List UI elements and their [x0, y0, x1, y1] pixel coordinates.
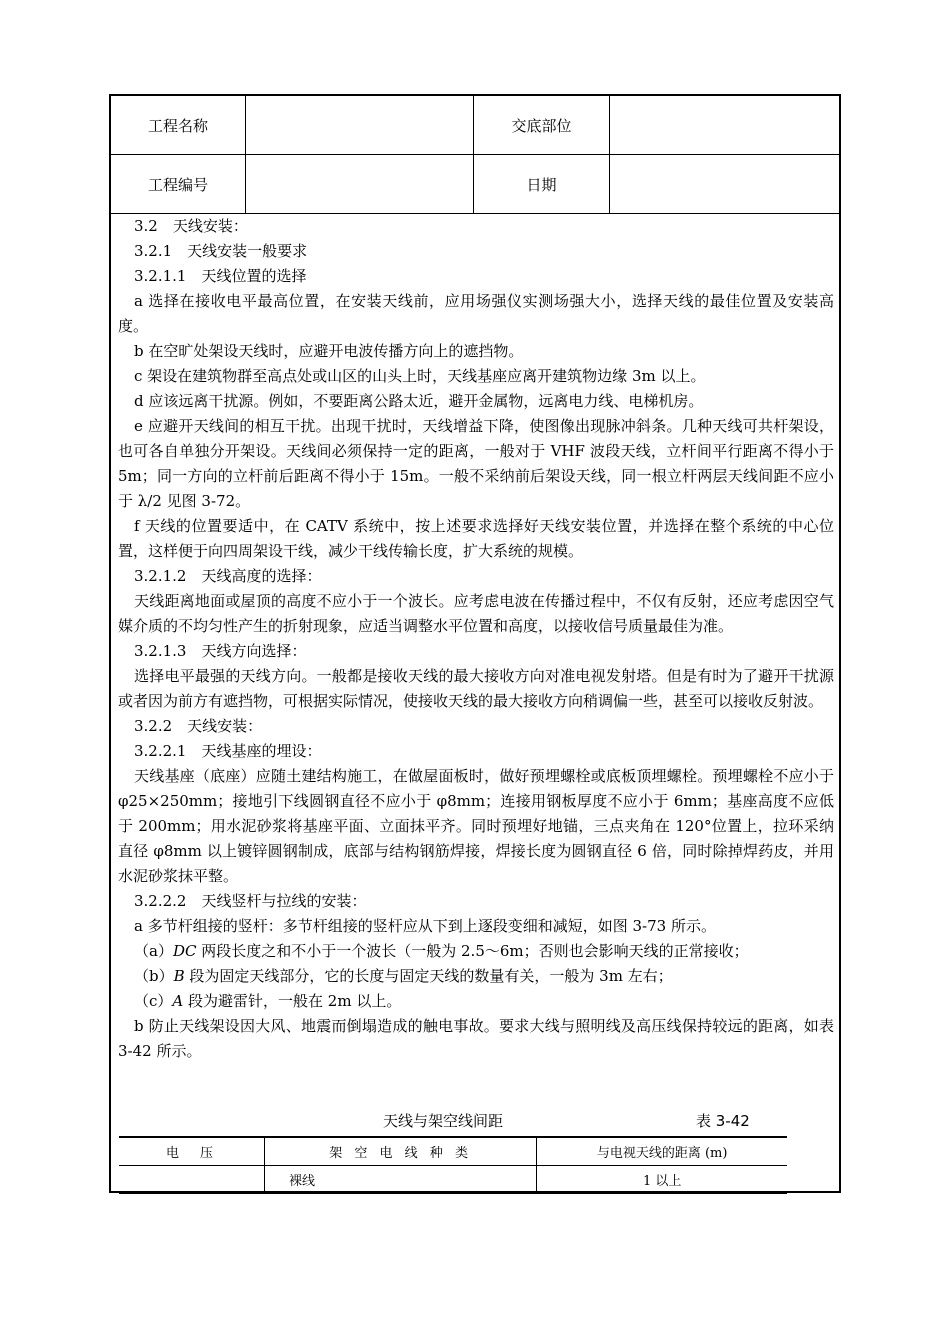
document-body [118, 214, 834, 1064]
section-heading: 3.2 天线安装： [134, 217, 248, 235]
date-field[interactable] [610, 155, 840, 214]
list-item [118, 964, 834, 989]
section-heading: 3.2.2 天线安装： [134, 717, 263, 735]
project-name-field[interactable] [246, 96, 474, 155]
list-item-text: 段为避雷针，一般在 2m 以上。 [183, 992, 402, 1010]
list-item-variable: B [173, 967, 185, 985]
table-header-row [119, 1137, 787, 1166]
header-row [111, 155, 839, 214]
table-cell: 裸线 [264, 1166, 536, 1194]
project-number-field[interactable] [246, 155, 474, 214]
date-label: 日期 [474, 155, 610, 214]
list-item-text: 两段长度之和不小于一个波长（一般为 2.5～6m；否则也会影响天线的正常接收； [196, 942, 749, 960]
section-heading: 3.2.2.1 天线基座的埋设： [134, 742, 322, 760]
distance-table [119, 1136, 787, 1194]
header-table [111, 96, 839, 214]
project-name-label: 工程名称 [111, 96, 246, 155]
section-heading: 3.2.2.2 天线竖杆与拉线的安装： [134, 892, 367, 910]
paragraph: a 多节杆组接的竖杆：多节杆组接的竖杆应从下到上逐段变细和减短，如图 3-73 所示。 [134, 917, 716, 935]
column-header: 架 空 电 线 种 类 [264, 1137, 536, 1166]
table-cell [119, 1166, 264, 1194]
paragraph: b 防止天线架设因大风、地震而倒塌造成的触电事故。要求大线与照明线及高压线保持较远的距离，如表 3-42 所示。 [118, 1017, 834, 1060]
header-row [111, 96, 839, 155]
document-frame [109, 94, 841, 1193]
list-item-text: 段为固定天线部分，它的长度与固定天线的数量有关，一般为 3m 左右； [184, 967, 673, 985]
list-item-variable: A [172, 992, 184, 1010]
paragraph: d 应该远离干扰源。例如，不要距离公路太近，避开金属物，远离电力线、电梯机房。 [134, 392, 704, 410]
paragraph: 选择电平最强的天线方向。一般都是接收天线的最大接收方向对准电视发射塔。但是有时为了避开干扰源或者因为前方有遮挡物，可根据实际情况，使接收天线的最大接收方向稍调偏一些，甚至可以接收反射波。 [118, 667, 834, 710]
list-item-prefix: （a） [134, 942, 173, 960]
table-cell: 1 以上 [537, 1166, 787, 1194]
section-heading: 3.2.1.1 天线位置的选择 [134, 267, 307, 285]
table-caption [118, 1106, 834, 1134]
paragraph: f 天线的位置要适中，在 CATV 系统中，按上述要求选择好天线安装位置，并选择在整个系统的中心位置，这样便于向四周架设干线，减少干线传输长度，扩大系统的规模。 [118, 517, 834, 560]
column-header: 与电视天线的距离 (m) [537, 1137, 787, 1166]
disclosure-part-label: 交底部位 [474, 96, 610, 155]
section-heading: 3.2.1.3 天线方向选择： [134, 642, 307, 660]
project-number-label: 工程编号 [111, 155, 246, 214]
list-item [118, 939, 834, 964]
section-heading: 3.2.1.2 天线高度的选择： [134, 567, 322, 585]
list-item-prefix: （b） [134, 967, 174, 985]
list-item [118, 989, 834, 1014]
paragraph: 天线基座（底座）应随土建结构施工，在做屋面板时，做好预埋螺栓或底板顶埋螺栓。预埋螺栓不应小于 φ25×250mm；接地引下线圆钢直径不应小于 φ8mm；连接用钢板厚度不应小于 6mm；基座高度不应低于 200mm；用水泥砂浆将基座平面、立面抹平齐。同时预埋好地锚，三点夹角在 120°位置上，拉环采纳直径 φ8mm 以上镀锌圆钢制成，底部与结构钢筋焊接，焊接长度为圆钢直径 6 倍，同时除掉焊药皮，并用水泥砂浆抹平整。 [118, 767, 834, 885]
table-title: 天线与架空线间距 [383, 1112, 504, 1130]
paragraph: 天线距离地面或屋顶的高度不应小于一个波长。应考虑电波在传播过程中，不仅有反射，还应考虑因空气媒介质的不均匀性产生的折射现象，应适当调整水平位置和高度，以接收信号质量最佳为准。 [118, 592, 834, 635]
paragraph: a 选择在接收电平最高位置，在安装天线前，应用场强仪实测场强大小，选择天线的最佳位置及安装高度。 [118, 292, 834, 335]
column-header: 电 压 [119, 1137, 264, 1166]
table-row [119, 1166, 787, 1194]
section-heading: 3.2.1 天线安装一般要求 [134, 242, 308, 260]
table-number: 表 3-42 [696, 1112, 750, 1130]
paragraph: c 架设在建筑物群至高点处或山区的山头上时，天线基座应离开建筑物边缘 3m 以上。 [134, 367, 706, 385]
list-item-variable: DC [172, 942, 197, 960]
list-item-prefix: （c） [134, 992, 173, 1010]
disclosure-part-field[interactable] [610, 96, 840, 155]
paragraph: b 在空旷处架设天线时，应避开电波传播方向上的遮挡物。 [134, 342, 524, 360]
paragraph: e 应避开天线间的相互干扰。出现干扰时，天线增益下降，使图像出现脉冲斜条。几种天线可共杆架设，也可各自单独分开架设。天线间必须保持一定的距离，一般对于 VHF 波段天线，立杆间平行距离不得小于 5m；同一方向的立杆前后距离不得小于 15m。一般不采纳前后架设天线，同一根立杆两层天线间距不应小于 λ/2 见图 3-72。 [118, 417, 834, 510]
